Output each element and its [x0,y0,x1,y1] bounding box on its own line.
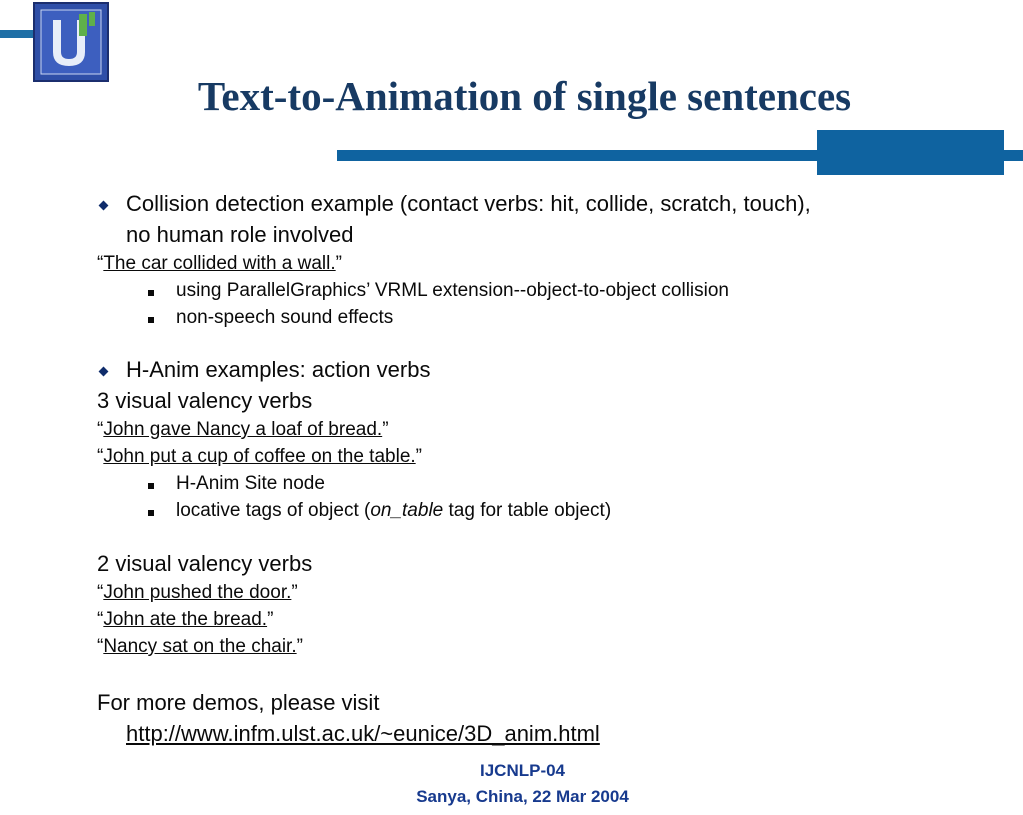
on-table-tag: on_table [370,500,444,521]
bullet-hanim: H-Anim examples: action verbs [126,357,431,382]
example-sentence-ate-text[interactable]: John ate the bread. [103,609,268,630]
sub-bullet-vrml: using ParallelGraphics’ VRML extension--object-to-object collision [176,280,730,301]
example-sentence-gave: “John gave Nancy a loaf of bread.” [97,419,389,440]
example-sentence-pushed-text[interactable]: John pushed the door. [103,582,292,603]
example-sentence-pushed: “John pushed the door.” [97,582,298,603]
diamond-bullet-icon [99,367,109,377]
square-bullet-icon [148,317,154,323]
diamond-bullet-icon [99,201,109,211]
square-bullet-icon [148,510,154,516]
demos-link[interactable]: http://www.infm.ulst.ac.uk/~eunice/3D_anim.html [126,721,600,746]
example-sentence-sat: “Nancy sat on the chair.” [97,636,303,657]
square-bullet-icon [148,290,154,296]
example-sentence-put: “John put a cup of coffee on the table.” [97,446,422,467]
example-sentence-sat-text[interactable]: Nancy sat on the chair. [103,636,297,657]
bullet-collision: Collision detection example (contact verbs: hit, collide, scratch, touch), [126,191,811,216]
footer-conference: IJCNLP-04 [479,761,566,780]
footer-location-date: Sanya, China, 22 Mar 2004 [416,787,629,806]
example-sentence-ate: “John ate the bread.” [97,609,274,630]
example-sentence-car-text[interactable]: The car collided with a wall. [103,253,336,274]
demos-label: For more demos, please visit [97,690,380,715]
sub-bullet-site-node: H-Anim Site node [176,473,325,494]
example-sentence-put-text[interactable]: John put a cup of coffee on the table. [103,446,416,467]
example-sentence-car: “The car collided with a wall.” [97,253,342,274]
square-bullet-icon [148,483,154,489]
sub-bullet-locative: locative tags of object (on_table tag for table object) [176,500,612,521]
sub-bullet-sound: non-speech sound effects [176,307,394,328]
example-sentence-gave-text[interactable]: John gave Nancy a loaf of bread. [103,419,383,440]
heading-2-valency: 2 visual valency verbs [97,551,313,576]
slide-title: Text-to-Animation of single sentences [197,73,852,119]
heading-3-valency: 3 visual valency verbs [97,388,313,413]
bullet-collision-continued: no human role involved [126,222,354,247]
